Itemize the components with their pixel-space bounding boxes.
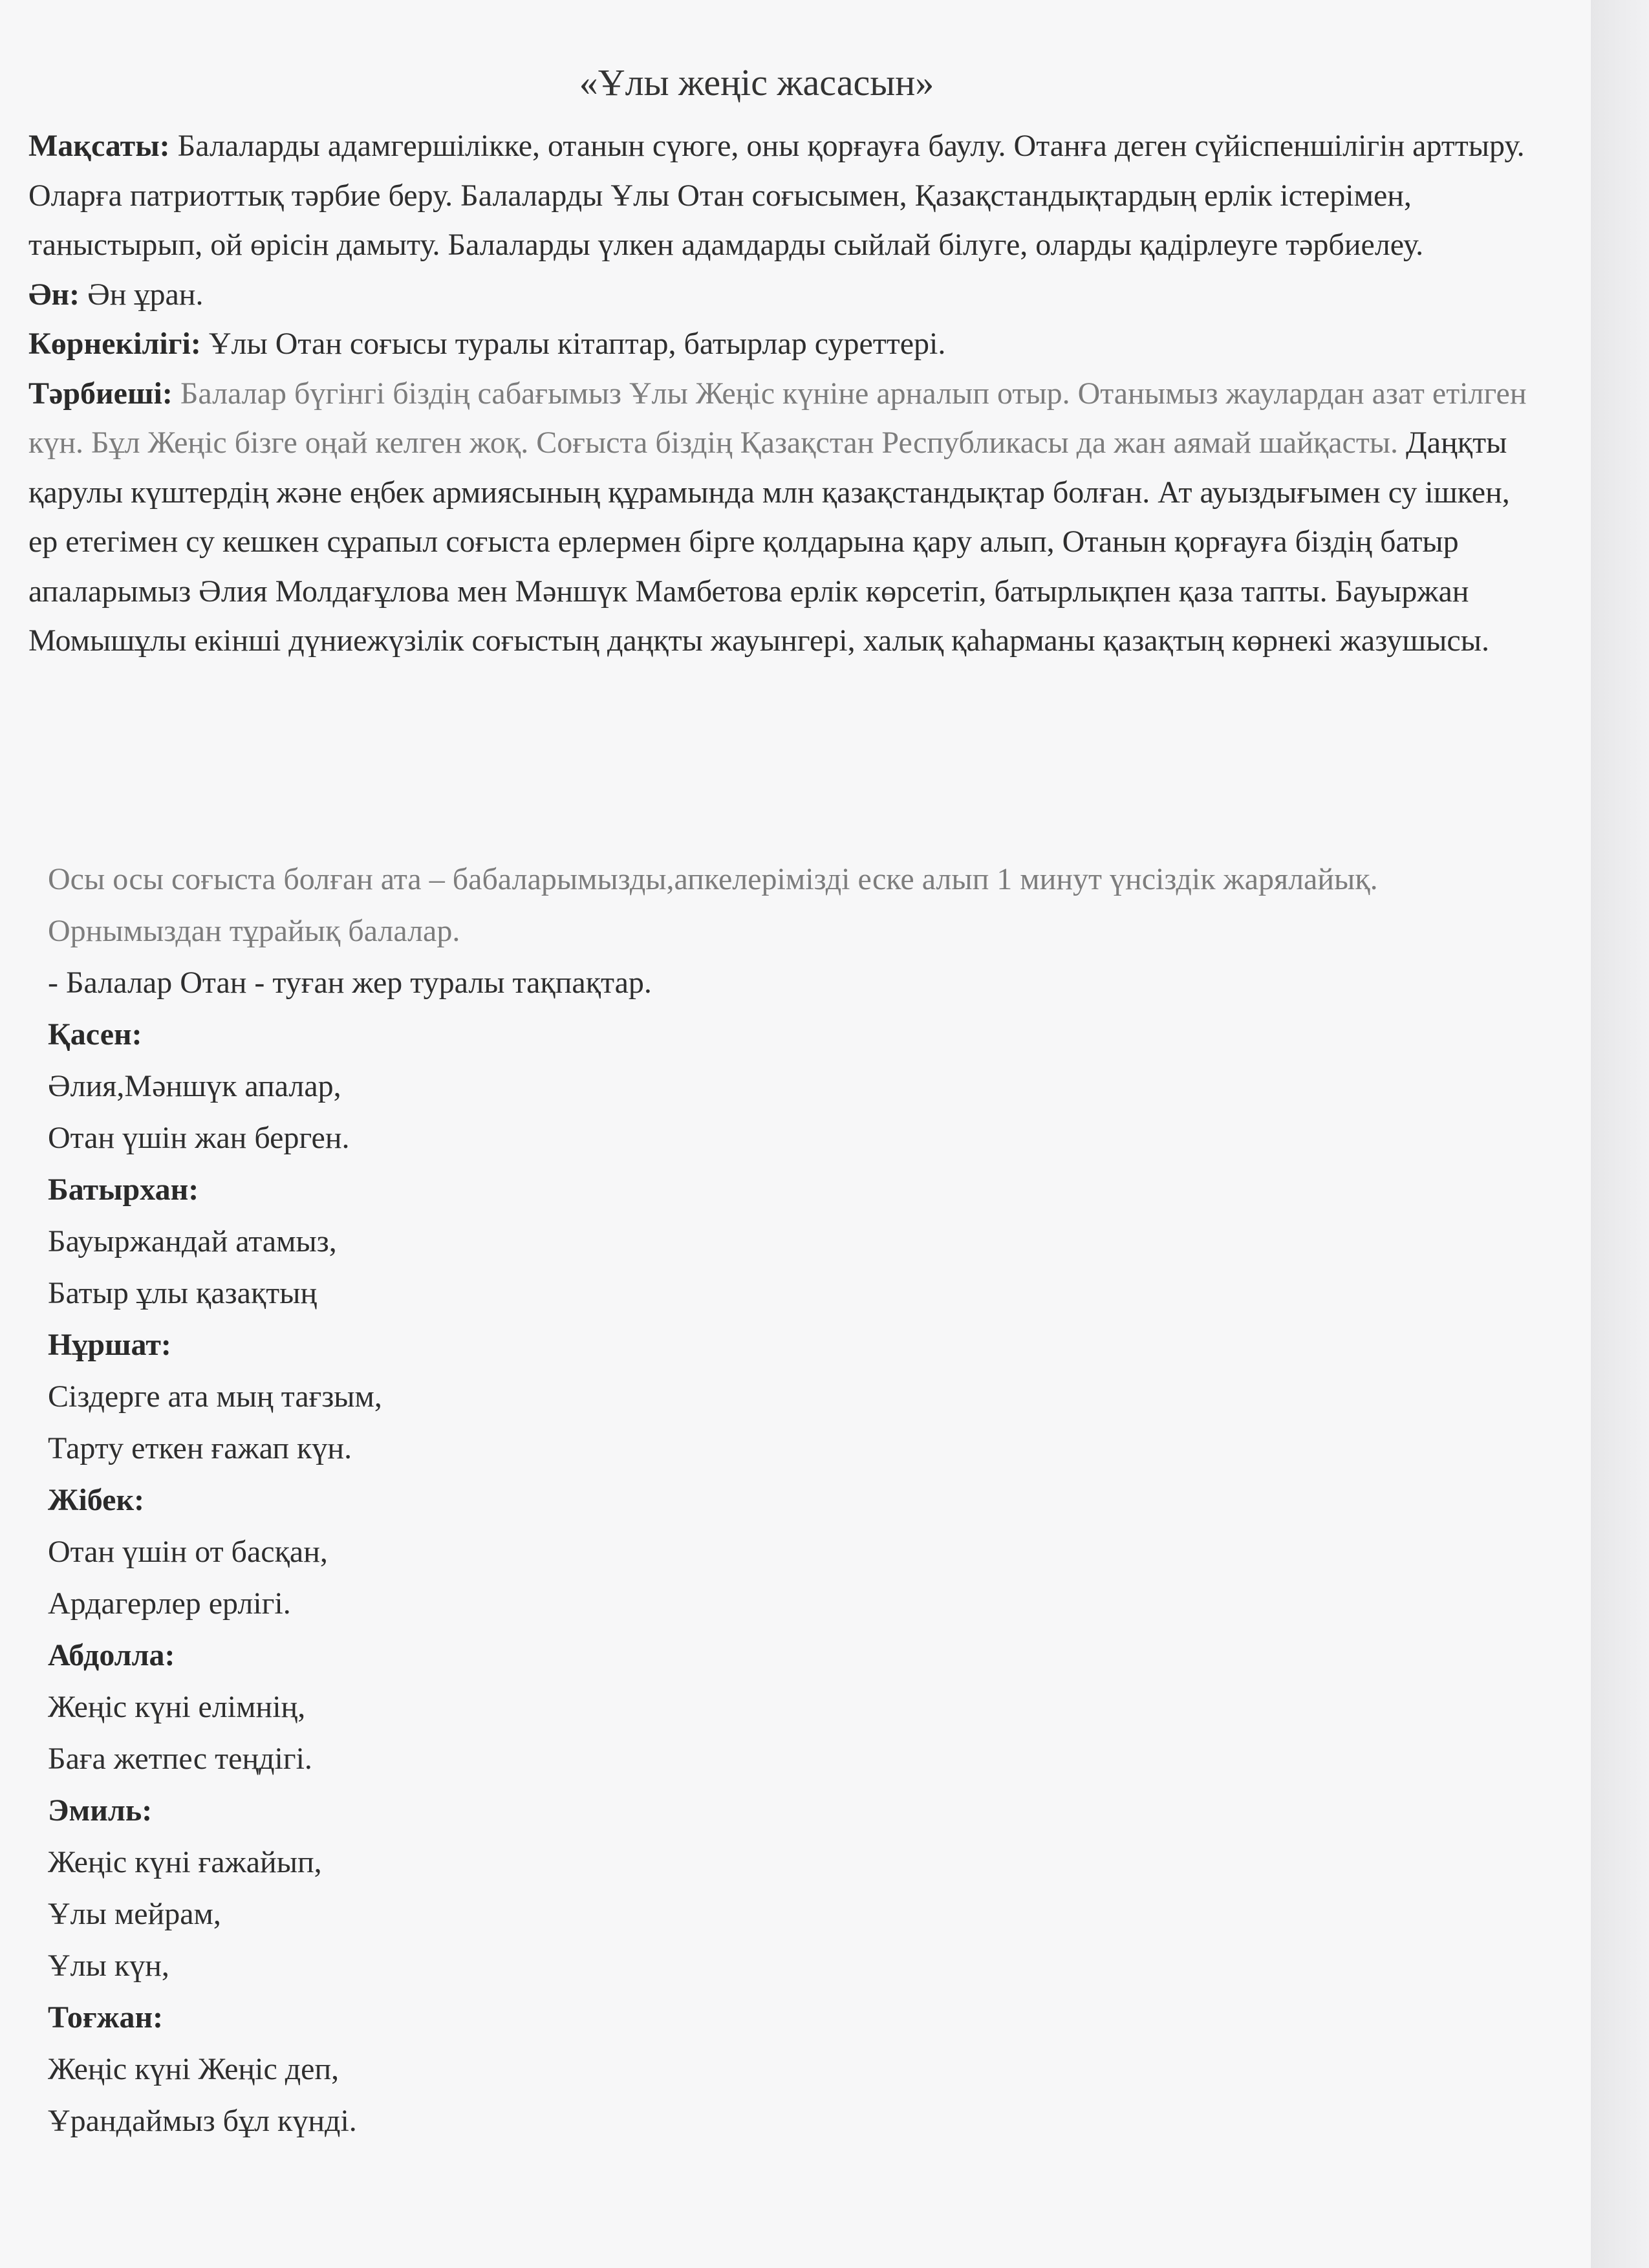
- poem-reciter-name: Нұршат:: [48, 1328, 171, 1362]
- song-label: Ән:: [28, 277, 80, 312]
- poem-line: Ардагерлер ерлігі.: [48, 1586, 291, 1621]
- teacher-paragraph: [28, 369, 1535, 666]
- goals-label: Мақсаты:: [28, 129, 170, 163]
- poem-line: Жеңіс күні елімнің,: [48, 1690, 306, 1724]
- poem-line: Әлия,Мәншүк апалар,: [48, 1069, 341, 1103]
- poem-line: Ұлы мейрам,: [48, 1897, 221, 1931]
- teacher-text-dark: Даңқты қарулы күштердің және еңбек армиясының құрамында млн қазақстандықтар болған. Ат ауыздығымен су ішкен, ер етегімен су кешкен сұрапыл соғыста ерлермен бірге қолдарына қару алып, Отанын қорғауға біздің батыр апаларымыз Әлия Молдағұлова мен Мәншүк Мамбетова ерлік көрсетіп, батырлықпен қаза тапты. Бауыржан Момышұлы екінші дүниежүзілік соғыстың даңқты жауынгері, халық қаһарманы қазақтың көрнекі жазушысы.: [28, 426, 1510, 658]
- poem-line: Бауыржандай атамыз,: [48, 1224, 337, 1258]
- poem-line: Батыр ұлы қазақтың: [48, 1276, 318, 1310]
- visual-aids-text: Ұлы Отан соғысы туралы кітаптар, батырлар суреттері.: [200, 327, 946, 361]
- song-paragraph: [28, 270, 1535, 320]
- poem-line: Баға жетпес теңдігі.: [48, 1742, 312, 1776]
- poem-line: Отан үшін от басқан,: [48, 1535, 328, 1569]
- poem-line: Жеңіс күні Жеңіс деп,: [48, 2052, 339, 2086]
- intro-section: [28, 122, 1535, 666]
- goals-text: Балаларды адамгершілікке, отанын сүюге, оны қорғауға баулу. Отанға деген сүйіспеншілігін арттыру. Оларға патриоттық тәрбие беру. Балаларды Ұлы Отан соғысымен, Қазақстандықтардың ерлік істерімен, таныстырып, ой өрісін дамыту. Балаларды үлкен адамдарды сыйлай білуге, оларды қадірлеуге тәрбиелеу.: [28, 129, 1525, 262]
- poem-reciter-name: Тоғжан:: [48, 2000, 164, 2035]
- poem-reciter-name: Абдолла:: [48, 1638, 175, 1672]
- visual-aids-label: Көрнекілігі:: [28, 327, 201, 361]
- poem-reciter-name: Жібек:: [48, 1483, 145, 1517]
- poem-reciter-name: Батырхан:: [48, 1172, 199, 1207]
- poem-line: Ұрандаймыз бұл күнді.: [48, 2104, 357, 2138]
- poem-line: Отан үшін жан берген.: [48, 1121, 350, 1155]
- poems-section: [48, 854, 1535, 2147]
- poems-list: [48, 1009, 1535, 2147]
- goals-paragraph: [28, 122, 1535, 270]
- visual-aids-paragraph: [28, 319, 1535, 369]
- poem-reciter-name: Эмиль:: [48, 1793, 153, 1828]
- document-title: «Ұлы жеңіс жасасын»: [579, 61, 934, 103]
- song-text: Ән ұран.: [80, 277, 204, 312]
- poem-line: Сіздерге ата мың тағзым,: [48, 1379, 382, 1414]
- poem-reciter-name: Қасен:: [48, 1017, 142, 1052]
- teacher-text-gray: Балалар бүгінгі біздің сабағымыз Ұлы Жеңіс күніне арналып отыр. Отанымыз жаулардан азат етілген күн. Бұл Жеңіс бізге оңай келген жоқ. Соғыста біздің Қазақстан Республикасы да жан аямай шайқасты.: [28, 376, 1527, 460]
- poem-line: Ұлы күн,: [48, 1949, 169, 1983]
- poems-intro: - Балалар Отан - туған жер туралы тақпақтар.: [48, 966, 652, 1000]
- poem-line: Тарту еткен ғажап күн.: [48, 1431, 352, 1465]
- poem-line: Жеңіс күні ғажайып,: [48, 1845, 322, 1879]
- teacher-label: Тәрбиеші:: [28, 376, 173, 411]
- scan-edge: [1591, 0, 1649, 2268]
- minute-of-silence-text: Осы осы соғыста болған ата – бабаларымызды,апкелерімізді еске алып 1 минут үнсіздік жарялайық. Орнымыздан тұрайық балалар.: [48, 862, 1378, 948]
